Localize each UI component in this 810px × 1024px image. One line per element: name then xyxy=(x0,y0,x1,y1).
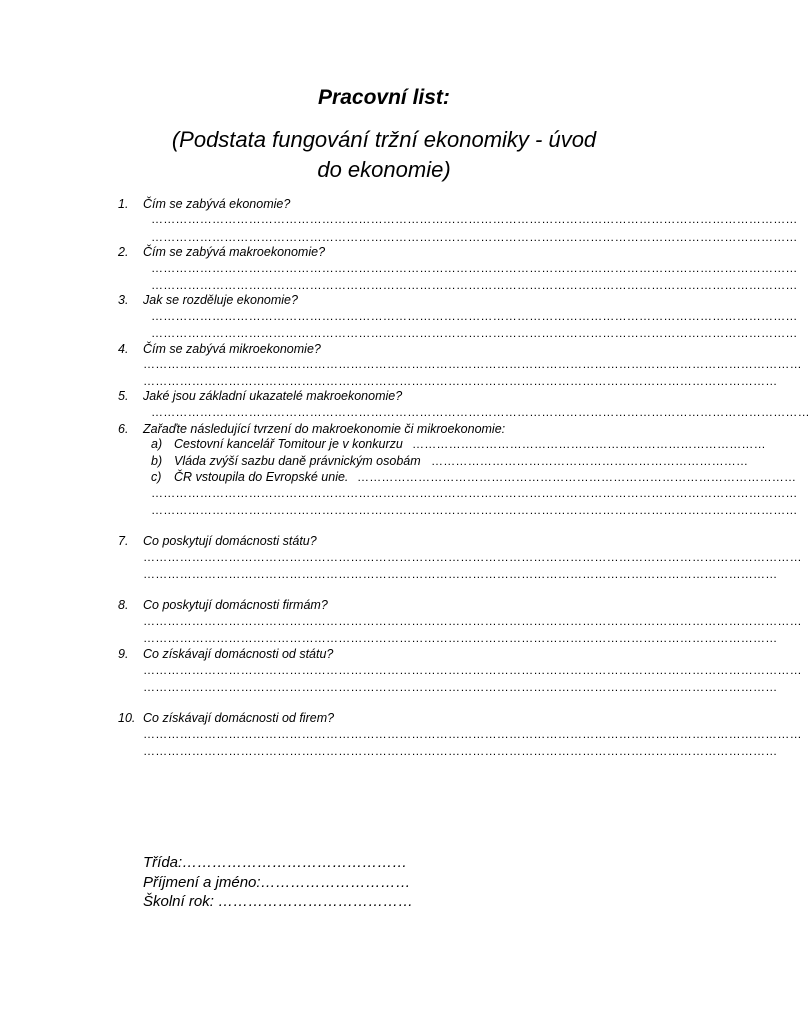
answer-line[interactable]: …………………………………………………………………………………………………………………………………………… xyxy=(151,503,798,517)
answer-line[interactable]: …………………………………………………………………… xyxy=(431,454,749,468)
answer-line[interactable]: ………………………………………………………………………………………………………………………………………… xyxy=(143,680,778,694)
question-number: 10. xyxy=(118,711,136,725)
answer-line[interactable]: ……………………………………………………………………………………………………………………………………………… xyxy=(143,663,802,677)
question-text: Co získávají domácnosti od státu? xyxy=(143,647,334,661)
page-subtitle xyxy=(150,125,618,185)
question-text: Jak se rozděluje ekonomie? xyxy=(143,293,298,307)
answer-line[interactable]: ………………………………………………………………………………………………………………………………………… xyxy=(143,744,778,758)
statement-letter: b) xyxy=(151,454,163,468)
school-year-field[interactable]: Školní rok: ………………………………… xyxy=(143,893,414,910)
question-number: 8. xyxy=(118,598,129,612)
question-number: 1. xyxy=(118,197,129,211)
answer-line[interactable]: ……………………………………………………………………………………………………………………………………………… xyxy=(143,727,802,741)
question-text: Čím se zabývá ekonomie? xyxy=(143,197,291,211)
question-text: Co poskytují domácnosti firmám? xyxy=(143,598,328,612)
question-number: 9. xyxy=(118,647,129,661)
answer-line[interactable]: …………………………………………………………………………………………………………………………………………… xyxy=(151,309,798,323)
page-title: Pracovní list: xyxy=(318,86,450,109)
question-number: 6. xyxy=(118,422,129,436)
name-field[interactable]: Příjmení a jméno:………………………… xyxy=(143,874,411,891)
statement-letter: c) xyxy=(151,470,162,484)
question-text: Zařaďte následující tvrzení do makroekonomie či mikroekonomie: xyxy=(143,422,506,436)
question-number: 5. xyxy=(118,389,129,403)
answer-line[interactable]: ……………………………………………………………………………………………………………………………………………… xyxy=(143,357,802,371)
answer-line[interactable]: …………………………………………………………………………………………………………………………………………… xyxy=(151,486,798,500)
question-number: 3. xyxy=(118,293,129,307)
answer-line[interactable]: …………………………………………………………………………………………………………………………………………… xyxy=(151,261,798,275)
question-number: 7. xyxy=(118,534,129,548)
answer-line[interactable]: ……………………………………………………………………………………………………………………………………………… xyxy=(143,550,802,564)
subtitle-line-1: (Podstata fungování tržní ekonomiky - úvod xyxy=(171,127,597,152)
answer-line[interactable]: …………………………………………………………………………… xyxy=(412,437,766,451)
question-text: Co poskytují domácnosti státu? xyxy=(143,534,317,548)
answer-line[interactable]: …………………………………………………………………………………………………………………………………………… xyxy=(151,230,798,244)
answer-line[interactable]: ………………………………………………………………………………………………………………………………………… xyxy=(143,631,778,645)
statement-text: Cestovní kancelář Tomitour je v konkurzu xyxy=(174,437,403,451)
answer-line[interactable]: …………………………………………………………………………………………………………………………………………… xyxy=(151,212,798,226)
question-text: Co získávají domácnosti od firem? xyxy=(143,711,335,725)
answer-line[interactable]: …………………………………………………………………………………………………………………………………………… xyxy=(151,326,798,340)
question-text: Čím se zabývá mikroekonomie? xyxy=(143,342,321,356)
question-number: 2. xyxy=(118,245,129,259)
question-text: Jaké jsou základní ukazatelé makroekonomie? xyxy=(143,389,403,403)
class-field[interactable]: Třída:……………………………………… xyxy=(143,854,408,871)
statement-letter: a) xyxy=(151,437,163,451)
answer-line[interactable]: …………………………………………………………………………………………………………………………………………… xyxy=(151,278,798,292)
subtitle-line-2: do ekonomie) xyxy=(317,157,451,182)
statement-text: Vláda zvýší sazbu daně právnickým osobám xyxy=(174,454,421,468)
question-number: 4. xyxy=(118,342,129,356)
statement-text: ČR vstoupila do Evropské unie. xyxy=(174,470,349,484)
answer-line[interactable]: ……………………………………………………………………………………………………………………………………………… xyxy=(143,614,802,628)
answer-line[interactable]: ……………………………………………………………………………………………………………………………………………… xyxy=(151,405,810,419)
answer-line[interactable]: ……………………………………………………………………………………………… xyxy=(357,470,797,484)
question-text: Čím se zabývá makroekonomie? xyxy=(143,245,326,259)
answer-line[interactable]: ………………………………………………………………………………………………………………………………………… xyxy=(143,374,778,388)
answer-line[interactable]: ………………………………………………………………………………………………………………………………………… xyxy=(143,567,778,581)
